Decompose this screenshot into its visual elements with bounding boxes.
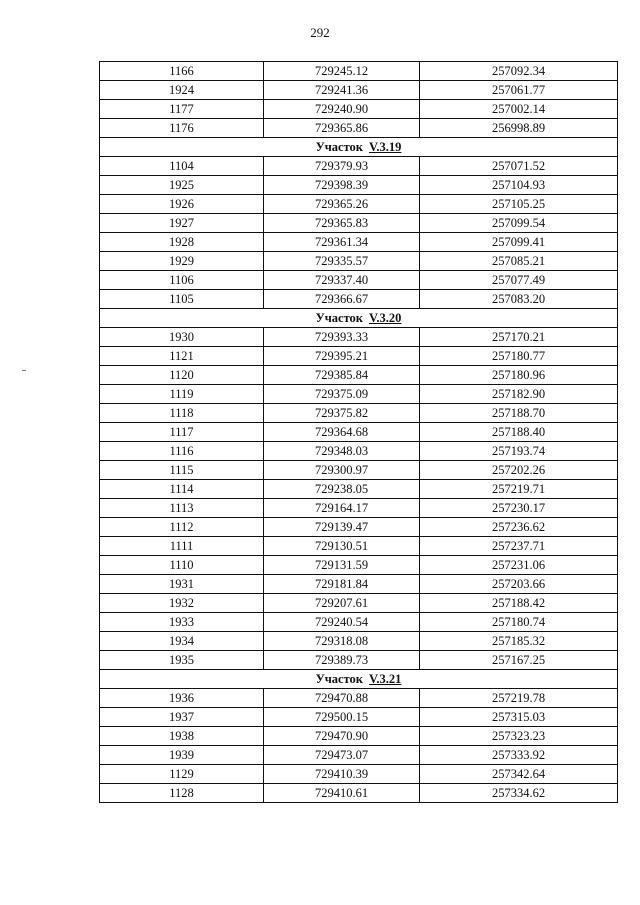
table-row [100, 328, 618, 347]
table-row [100, 651, 618, 670]
point-number-cell: 1930 [100, 328, 264, 347]
point-number-cell: 1935 [100, 651, 264, 670]
y-coordinate-cell: 257002.14 [420, 100, 618, 119]
y-coordinate-cell: 257315.03 [420, 708, 618, 727]
x-coordinate-cell: 729385.84 [264, 366, 420, 385]
point-number-cell: 1114 [100, 480, 264, 499]
section-header-cell [100, 670, 618, 689]
point-number-cell: 1929 [100, 252, 264, 271]
point-number-cell: 1939 [100, 746, 264, 765]
point-number-cell: 1927 [100, 214, 264, 233]
table-row [100, 366, 618, 385]
x-coordinate-cell: 729393.33 [264, 328, 420, 347]
y-coordinate-cell: 257230.17 [420, 499, 618, 518]
y-coordinate-cell: 257188.40 [420, 423, 618, 442]
y-coordinate-cell: 257237.71 [420, 537, 618, 556]
table-row [100, 765, 618, 784]
x-coordinate-cell: 729131.59 [264, 556, 420, 575]
table-row [100, 404, 618, 423]
table-row [100, 423, 618, 442]
x-coordinate-cell: 729473.07 [264, 746, 420, 765]
point-number-cell: 1106 [100, 271, 264, 290]
table-row [100, 81, 618, 100]
table-row [100, 556, 618, 575]
table-row [100, 214, 618, 233]
y-coordinate-cell: 257219.78 [420, 689, 618, 708]
table-row [100, 252, 618, 271]
point-number-cell: 1934 [100, 632, 264, 651]
point-number-cell: 1111 [100, 537, 264, 556]
coordinates-table [99, 61, 618, 803]
table-row [100, 461, 618, 480]
x-coordinate-cell: 729164.17 [264, 499, 420, 518]
point-number-cell: 1110 [100, 556, 264, 575]
point-number-cell: 1925 [100, 176, 264, 195]
table-row [100, 689, 618, 708]
x-coordinate-cell: 729364.68 [264, 423, 420, 442]
table-row [100, 632, 618, 651]
x-coordinate-cell: 729395.21 [264, 347, 420, 366]
y-coordinate-cell: 257193.74 [420, 442, 618, 461]
table-row [100, 480, 618, 499]
margin-mark [22, 370, 26, 371]
y-coordinate-cell: 257188.42 [420, 594, 618, 613]
y-coordinate-cell: 257180.96 [420, 366, 618, 385]
x-coordinate-cell: 729375.09 [264, 385, 420, 404]
x-coordinate-cell: 729300.97 [264, 461, 420, 480]
point-number-cell: 1120 [100, 366, 264, 385]
y-coordinate-cell: 257099.54 [420, 214, 618, 233]
x-coordinate-cell: 729130.51 [264, 537, 420, 556]
table-row [100, 594, 618, 613]
y-coordinate-cell: 257083.20 [420, 290, 618, 309]
y-coordinate-cell: 257099.41 [420, 233, 618, 252]
x-coordinate-cell: 729241.36 [264, 81, 420, 100]
y-coordinate-cell: 257203.66 [420, 575, 618, 594]
x-coordinate-cell: 729240.54 [264, 613, 420, 632]
point-number-cell: 1924 [100, 81, 264, 100]
y-coordinate-cell: 257236.62 [420, 518, 618, 537]
table-row [100, 442, 618, 461]
y-coordinate-cell: 257092.34 [420, 62, 618, 81]
page-number: 292 [310, 25, 330, 40]
y-coordinate-cell: 257333.92 [420, 746, 618, 765]
point-number-cell: 1119 [100, 385, 264, 404]
point-number-cell: 1932 [100, 594, 264, 613]
point-number-cell: 1128 [100, 784, 264, 803]
table-row [100, 746, 618, 765]
section-label: Участок [315, 672, 364, 686]
x-coordinate-cell: 729361.34 [264, 233, 420, 252]
point-number-cell: 1166 [100, 62, 264, 81]
y-coordinate-cell: 257085.21 [420, 252, 618, 271]
point-number-cell: 1121 [100, 347, 264, 366]
y-coordinate-cell: 257342.64 [420, 765, 618, 784]
table-row [100, 613, 618, 632]
table-row [100, 575, 618, 594]
point-number-cell: 1928 [100, 233, 264, 252]
x-coordinate-cell: 729500.15 [264, 708, 420, 727]
point-number-cell: 1933 [100, 613, 264, 632]
y-coordinate-cell: 257219.71 [420, 480, 618, 499]
point-number-cell: 1936 [100, 689, 264, 708]
point-number-cell: 1937 [100, 708, 264, 727]
table-row [100, 271, 618, 290]
table-row [100, 708, 618, 727]
y-coordinate-cell: 257188.70 [420, 404, 618, 423]
x-coordinate-cell: 729207.61 [264, 594, 420, 613]
y-coordinate-cell: 257185.32 [420, 632, 618, 651]
x-coordinate-cell: 729365.26 [264, 195, 420, 214]
y-coordinate-cell: 257182.90 [420, 385, 618, 404]
y-coordinate-cell: 257167.25 [420, 651, 618, 670]
x-coordinate-cell: 729181.84 [264, 575, 420, 594]
section-code: V.3.20 [369, 311, 402, 325]
x-coordinate-cell: 729245.12 [264, 62, 420, 81]
point-number-cell: 1112 [100, 518, 264, 537]
x-coordinate-cell: 729366.67 [264, 290, 420, 309]
section-header-cell [100, 309, 618, 328]
x-coordinate-cell: 729470.88 [264, 689, 420, 708]
table-row [100, 119, 618, 138]
table-row [100, 784, 618, 803]
point-number-cell: 1176 [100, 119, 264, 138]
table-row [100, 233, 618, 252]
section-header-row [100, 670, 618, 689]
section-code: V.3.19 [369, 140, 402, 154]
table-row [100, 157, 618, 176]
section-label: Участок [315, 140, 364, 154]
x-coordinate-cell: 729410.61 [264, 784, 420, 803]
point-number-cell: 1118 [100, 404, 264, 423]
x-coordinate-cell: 729238.05 [264, 480, 420, 499]
y-coordinate-cell: 257170.21 [420, 328, 618, 347]
y-coordinate-cell: 257180.77 [420, 347, 618, 366]
x-coordinate-cell: 729365.83 [264, 214, 420, 233]
y-coordinate-cell: 257077.49 [420, 271, 618, 290]
table-row [100, 347, 618, 366]
point-number-cell: 1938 [100, 727, 264, 746]
table-row [100, 62, 618, 81]
point-number-cell: 1104 [100, 157, 264, 176]
section-header-row [100, 138, 618, 157]
table-row [100, 290, 618, 309]
x-coordinate-cell: 729240.90 [264, 100, 420, 119]
y-coordinate-cell: 257104.93 [420, 176, 618, 195]
y-coordinate-cell: 257061.77 [420, 81, 618, 100]
table-row [100, 385, 618, 404]
x-coordinate-cell: 729410.39 [264, 765, 420, 784]
point-number-cell: 1116 [100, 442, 264, 461]
section-label: Участок [315, 311, 364, 325]
y-coordinate-cell: 257202.26 [420, 461, 618, 480]
point-number-cell: 1115 [100, 461, 264, 480]
y-coordinate-cell: 257071.52 [420, 157, 618, 176]
table-row [100, 518, 618, 537]
y-coordinate-cell: 257334.62 [420, 784, 618, 803]
point-number-cell: 1931 [100, 575, 264, 594]
table-row [100, 100, 618, 119]
x-coordinate-cell: 729348.03 [264, 442, 420, 461]
y-coordinate-cell: 257231.06 [420, 556, 618, 575]
x-coordinate-cell: 729470.90 [264, 727, 420, 746]
x-coordinate-cell: 729389.73 [264, 651, 420, 670]
table-row [100, 195, 618, 214]
coordinates-table-body [100, 62, 618, 803]
point-number-cell: 1177 [100, 100, 264, 119]
x-coordinate-cell: 729318.08 [264, 632, 420, 651]
y-coordinate-cell: 256998.89 [420, 119, 618, 138]
section-header-cell [100, 138, 618, 157]
point-number-cell: 1926 [100, 195, 264, 214]
y-coordinate-cell: 257105.25 [420, 195, 618, 214]
point-number-cell: 1105 [100, 290, 264, 309]
x-coordinate-cell: 729365.86 [264, 119, 420, 138]
table-row [100, 176, 618, 195]
x-coordinate-cell: 729379.93 [264, 157, 420, 176]
x-coordinate-cell: 729139.47 [264, 518, 420, 537]
section-code: V.3.21 [369, 672, 402, 686]
table-row [100, 499, 618, 518]
table-row [100, 727, 618, 746]
x-coordinate-cell: 729337.40 [264, 271, 420, 290]
point-number-cell: 1113 [100, 499, 264, 518]
y-coordinate-cell: 257323.23 [420, 727, 618, 746]
point-number-cell: 1117 [100, 423, 264, 442]
table-row [100, 537, 618, 556]
x-coordinate-cell: 729398.39 [264, 176, 420, 195]
x-coordinate-cell: 729335.57 [264, 252, 420, 271]
section-header-row [100, 309, 618, 328]
point-number-cell: 1129 [100, 765, 264, 784]
x-coordinate-cell: 729375.82 [264, 404, 420, 423]
y-coordinate-cell: 257180.74 [420, 613, 618, 632]
